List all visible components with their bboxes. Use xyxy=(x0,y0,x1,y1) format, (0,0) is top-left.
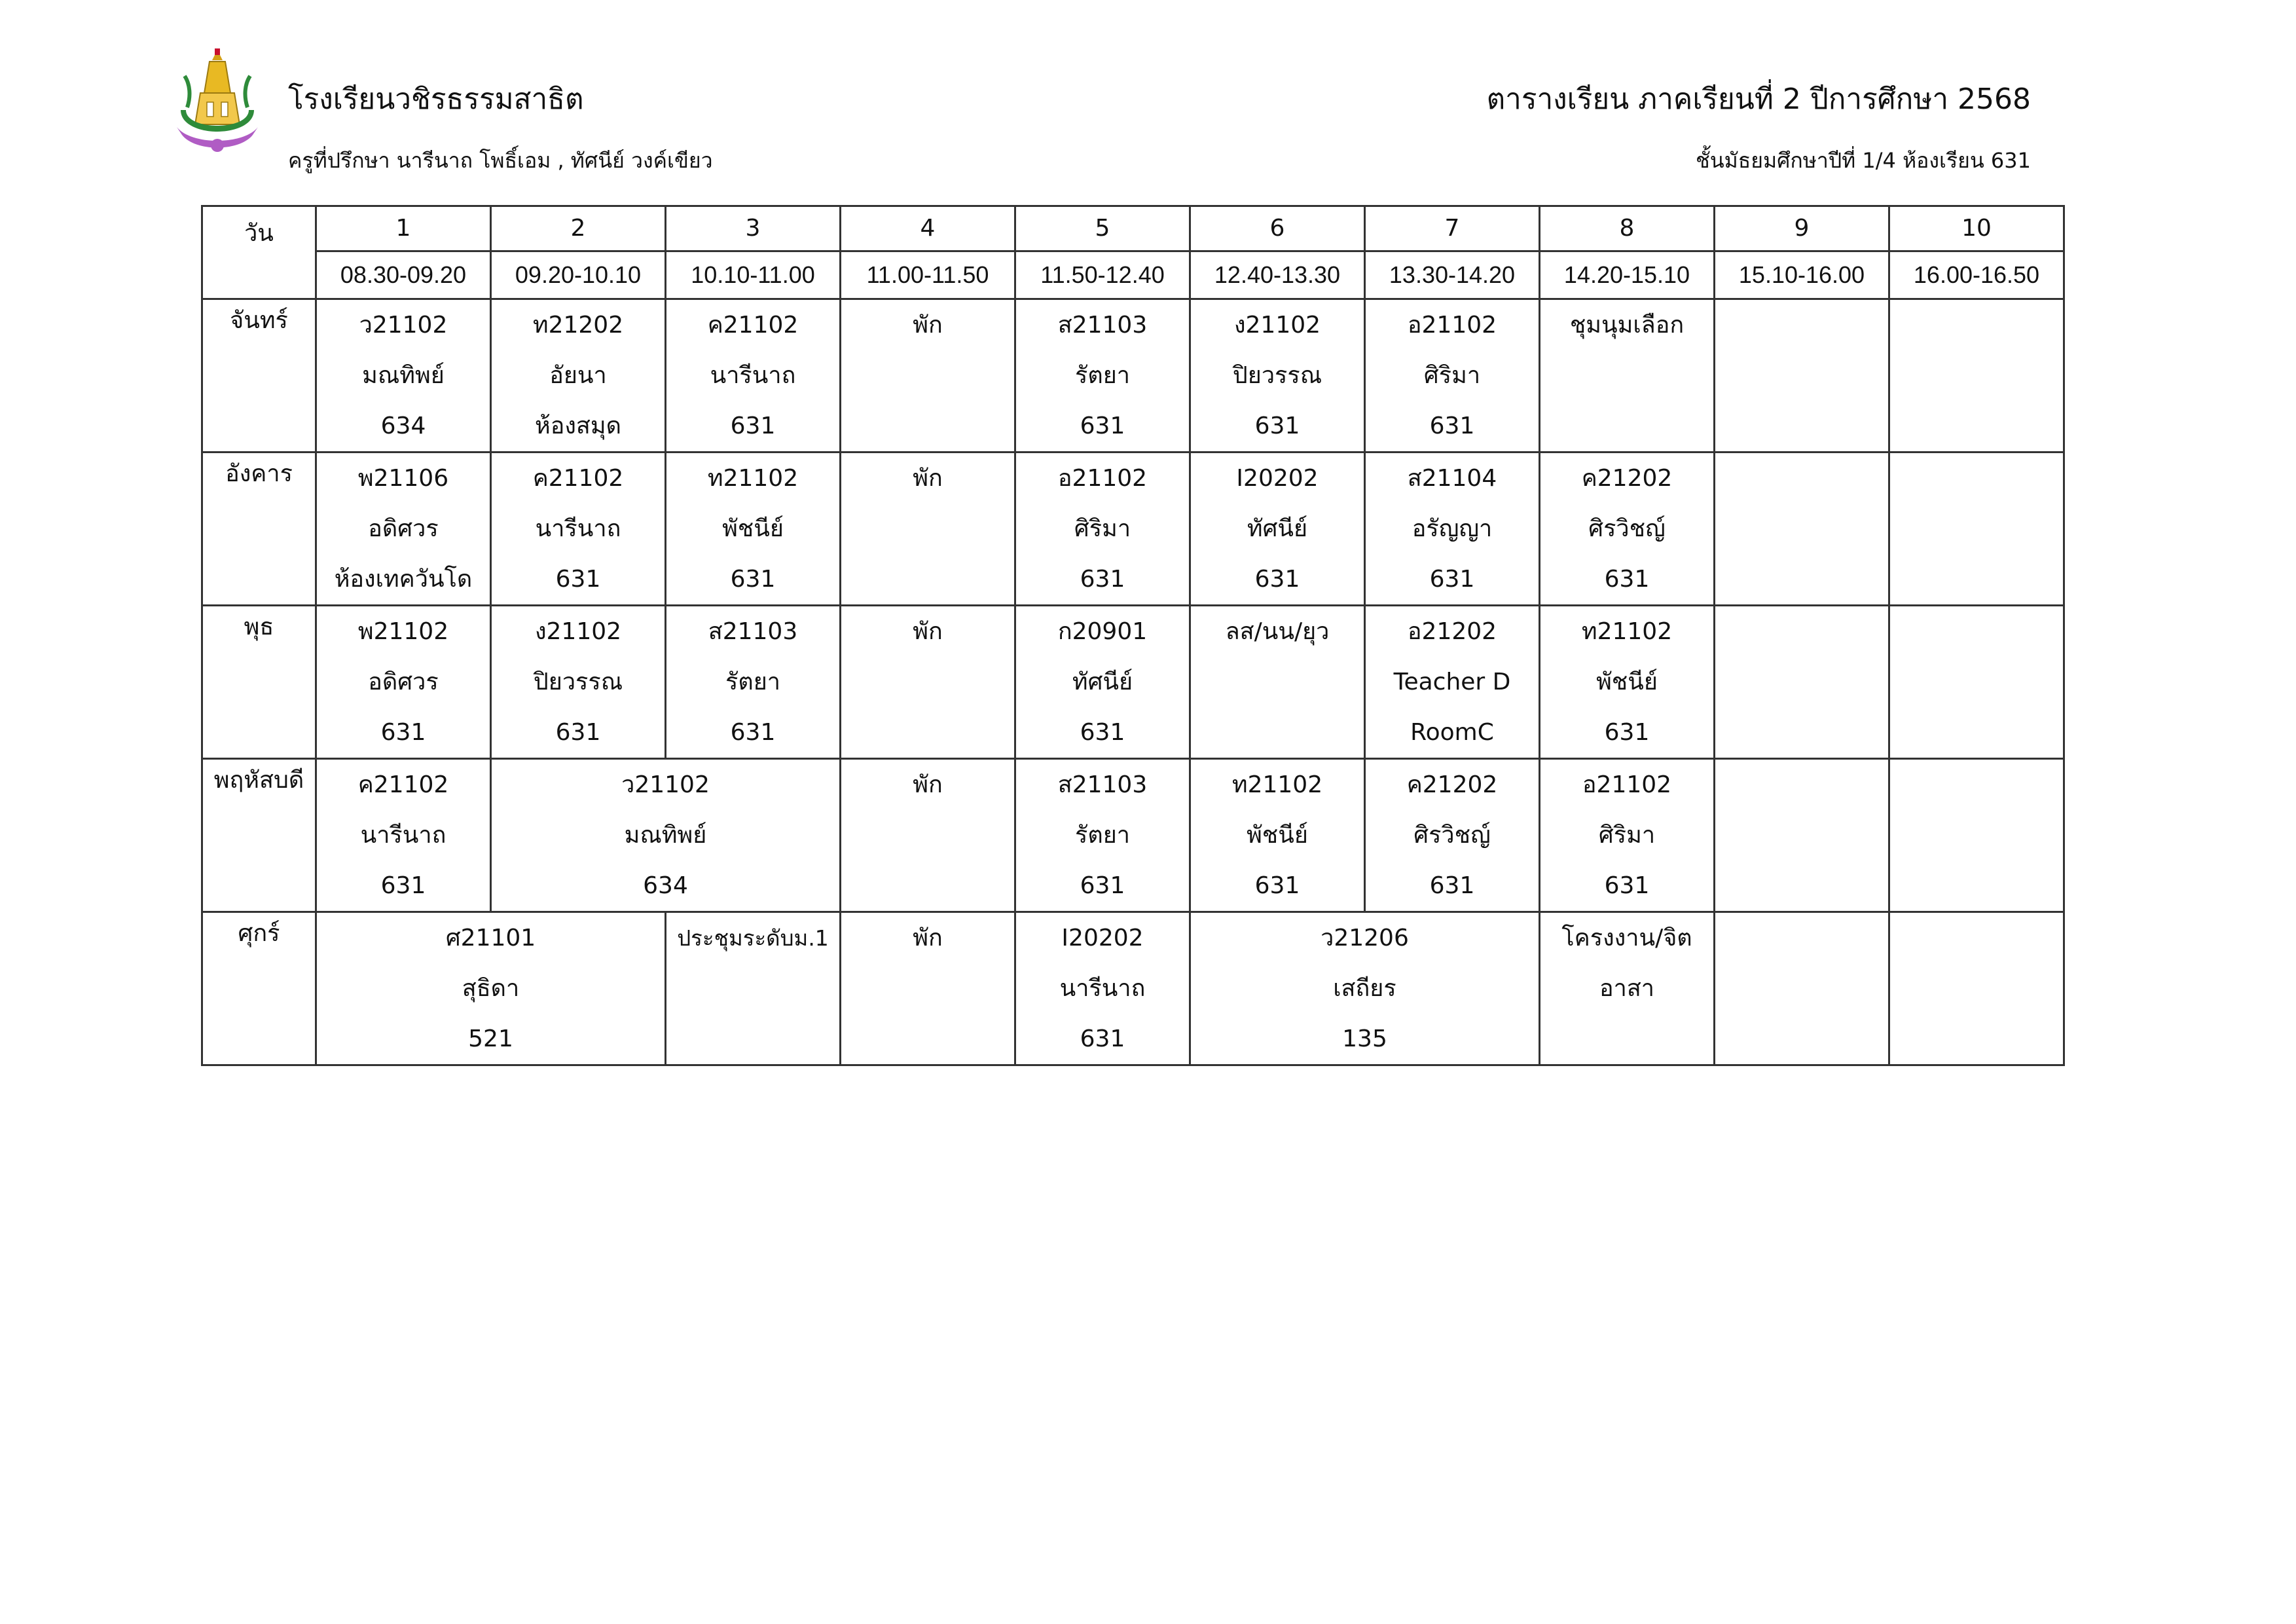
empty-cell xyxy=(1715,912,1889,1065)
subject-code: I20202 xyxy=(1061,925,1144,951)
empty-cell xyxy=(1889,759,2064,912)
room: 631 xyxy=(1429,566,1475,593)
subject-code: ค21202 xyxy=(1406,771,1498,798)
period-time: 12.40-13.30 xyxy=(1190,251,1365,299)
class-cell xyxy=(666,606,841,759)
class-cell xyxy=(1540,299,1715,452)
subject-code: ก20901 xyxy=(1057,618,1148,645)
room: 631 xyxy=(1604,719,1650,746)
class-cell xyxy=(1365,299,1540,452)
period-number: 2 xyxy=(491,206,666,251)
period-number: 7 xyxy=(1365,206,1540,251)
subject-code: พ21102 xyxy=(357,618,449,645)
subject-code: ค21102 xyxy=(707,312,799,339)
subject-code: ประชุมระดับม.1 xyxy=(677,925,829,951)
room: ห้องเทควันโด xyxy=(334,566,473,593)
class-cell xyxy=(1540,912,1715,1065)
subject-code: อ21102 xyxy=(1057,465,1148,492)
class-cell xyxy=(1015,606,1190,759)
room: 521 xyxy=(468,1025,513,1052)
class-cell xyxy=(1015,912,1190,1065)
period-time: 10.10-11.00 xyxy=(666,251,841,299)
room: 135 xyxy=(1342,1025,1387,1052)
teacher-name: สุธิดา xyxy=(462,975,520,1002)
teacher-name: ทัศนีย์ xyxy=(1247,515,1308,542)
empty-cell xyxy=(1889,912,2064,1065)
timetable-row-friday xyxy=(202,912,2064,1065)
timetable-row-thursday xyxy=(202,759,2064,912)
class-cell xyxy=(491,452,666,606)
day-label: ศุกร์ xyxy=(202,912,316,1065)
period-time: 11.50-12.40 xyxy=(1015,251,1190,299)
teacher-name: ศิรวิชญ์ xyxy=(1413,822,1491,849)
room: 631 xyxy=(1080,566,1125,593)
subject-code: I20202 xyxy=(1236,465,1319,492)
class-cell xyxy=(1190,759,1365,912)
teacher-name: อาสา xyxy=(1599,975,1655,1002)
break-cell: พัก xyxy=(841,299,1015,452)
teacher-name: ศิรวิชญ์ xyxy=(1588,515,1666,542)
subject-code: ท21102 xyxy=(1581,618,1673,645)
teacher-name: อดิศวร xyxy=(368,515,439,542)
teacher-name: อดิศวร xyxy=(368,669,439,695)
empty-cell xyxy=(1715,452,1889,606)
class-cell-double xyxy=(316,912,666,1065)
class-info: ชั้นมัธยมศึกษาปีที่ 1/4 ห้องเรียน 631 xyxy=(1696,148,2031,173)
period-time: 11.00-11.50 xyxy=(841,251,1015,299)
period-time: 15.10-16.00 xyxy=(1715,251,1889,299)
room: 631 xyxy=(555,566,601,593)
room: 631 xyxy=(555,719,601,746)
teacher-name: พัชนีย์ xyxy=(1247,822,1308,849)
class-cell xyxy=(316,299,491,452)
teacher-name: นารีนาถ xyxy=(360,822,446,849)
period-number: 4 xyxy=(841,206,1015,251)
room: 631 xyxy=(1080,719,1125,746)
period-time: 16.00-16.50 xyxy=(1889,251,2064,299)
room: RoomC xyxy=(1410,719,1494,746)
class-cell xyxy=(491,299,666,452)
empty-cell xyxy=(1715,299,1889,452)
break-cell: พัก xyxy=(841,452,1015,606)
class-cell xyxy=(1015,299,1190,452)
teacher-name: Teacher D xyxy=(1393,669,1511,695)
room: 631 xyxy=(1080,413,1125,439)
teacher-name: พัชนีย์ xyxy=(1596,669,1658,695)
room: 631 xyxy=(1254,413,1300,439)
teacher-name: รัตยา xyxy=(1074,362,1131,389)
class-cell xyxy=(1015,452,1190,606)
timetable-title: ตารางเรียน ภาคเรียนที่ 2 ปีการศึกษา 2568 xyxy=(1486,83,2031,116)
break-cell: พัก xyxy=(841,606,1015,759)
timetable-row-wednesday xyxy=(202,606,2064,759)
subject-code: พ21106 xyxy=(357,465,449,492)
class-cell xyxy=(666,299,841,452)
room: 631 xyxy=(730,719,776,746)
teacher-name: มณทิพย์ xyxy=(624,822,707,849)
class-cell xyxy=(1190,606,1365,759)
empty-cell xyxy=(1889,299,2064,452)
subject-code: ว21206 xyxy=(1321,925,1409,951)
room: 631 xyxy=(1429,413,1475,439)
class-cell xyxy=(666,912,841,1065)
break-cell: พัก xyxy=(841,912,1015,1065)
teacher-name: นารีนาถ xyxy=(1059,975,1146,1002)
empty-cell xyxy=(1889,606,2064,759)
teacher-name: พัชนีย์ xyxy=(722,515,784,542)
empty-cell xyxy=(1715,606,1889,759)
empty-cell xyxy=(1715,759,1889,912)
class-cell xyxy=(1190,299,1365,452)
subject-code: ชุมนุมเลือก xyxy=(1569,312,1685,339)
break-cell: พัก xyxy=(841,759,1015,912)
room: 631 xyxy=(1080,1025,1125,1052)
period-number: 9 xyxy=(1715,206,1889,251)
teacher-name: รัตยา xyxy=(725,669,781,695)
teacher-name: อัยนา xyxy=(549,362,607,389)
period-time-row xyxy=(202,251,2064,299)
subject-code: ค21102 xyxy=(532,465,624,492)
teacher-name: เสถียร xyxy=(1333,975,1396,1002)
period-time: 08.30-09.20 xyxy=(316,251,491,299)
day-label: พุธ xyxy=(202,606,316,759)
subject-code: โครงงาน/จิต xyxy=(1561,925,1692,951)
teacher-name: รัตยา xyxy=(1074,822,1131,849)
subject-code: ส21103 xyxy=(708,618,798,645)
subject-code: ค21102 xyxy=(357,771,449,798)
period-number: 3 xyxy=(666,206,841,251)
day-label: พฤหัสบดี xyxy=(202,759,316,912)
subject-code: ค21202 xyxy=(1581,465,1673,492)
room: 631 xyxy=(1429,872,1475,899)
day-label: อังคาร xyxy=(202,452,316,606)
school-crest-logo xyxy=(172,47,263,157)
room: 631 xyxy=(1604,566,1650,593)
subject-code: อ21202 xyxy=(1407,618,1497,645)
class-cell xyxy=(1190,452,1365,606)
advisor-teachers: ครูที่ปรึกษา นารีนาถ โพธิ์เอม , ทัศนีย์ วงค์เขียว xyxy=(288,148,713,173)
period-number: 1 xyxy=(316,206,491,251)
class-cell xyxy=(316,606,491,759)
class-cell-double xyxy=(1190,912,1540,1065)
subject-code: ศ21101 xyxy=(445,925,536,951)
period-time: 09.20-10.10 xyxy=(491,251,666,299)
class-cell xyxy=(1540,606,1715,759)
teacher-name: อรัญญา xyxy=(1412,515,1493,542)
teacher-name: นารีนาถ xyxy=(710,362,796,389)
day-label: จันทร์ xyxy=(202,299,316,452)
class-cell xyxy=(1540,452,1715,606)
teacher-name: นารีนาถ xyxy=(535,515,621,542)
period-time: 13.30-14.20 xyxy=(1365,251,1540,299)
room: 634 xyxy=(643,872,688,899)
class-cell xyxy=(666,452,841,606)
class-cell xyxy=(316,759,491,912)
subject-code: ท21202 xyxy=(532,312,624,339)
subject-code: ส21104 xyxy=(1407,465,1497,492)
teacher-name: ศิริมา xyxy=(1074,515,1131,542)
subject-code: ลส/นน/ยุว xyxy=(1225,618,1330,645)
room: 631 xyxy=(1080,872,1125,899)
period-number: 10 xyxy=(1889,206,2064,251)
empty-cell xyxy=(1889,452,2064,606)
class-cell xyxy=(491,606,666,759)
teacher-name: ปิยวรรณ xyxy=(533,669,623,695)
day-column-header: วัน xyxy=(202,206,316,299)
room: 631 xyxy=(730,413,776,439)
teacher-name: ศิริมา xyxy=(1598,822,1656,849)
class-cell xyxy=(1365,759,1540,912)
class-cell xyxy=(1365,452,1540,606)
class-cell xyxy=(316,452,491,606)
teacher-name: มณทิพย์ xyxy=(362,362,445,389)
room: 631 xyxy=(380,872,426,899)
period-number: 8 xyxy=(1540,206,1715,251)
subject-code: ท21102 xyxy=(1231,771,1323,798)
timetable-row-tuesday xyxy=(202,452,2064,606)
teacher-name: ปิยวรรณ xyxy=(1232,362,1322,389)
teacher-name: ทัศนีย์ xyxy=(1072,669,1133,695)
teacher-name: ศิริมา xyxy=(1423,362,1481,389)
timetable-row-monday xyxy=(202,299,2064,452)
class-cell xyxy=(1365,606,1540,759)
school-name: โรงเรียนวชิรธรรมสาธิต xyxy=(288,83,584,116)
class-cell xyxy=(1015,759,1190,912)
subject-code: อ21102 xyxy=(1582,771,1672,798)
subject-code: ส21103 xyxy=(1057,771,1148,798)
period-number: 5 xyxy=(1015,206,1190,251)
subject-code: ว21102 xyxy=(359,312,448,339)
subject-code: ง21102 xyxy=(534,618,622,645)
class-cell xyxy=(1540,759,1715,912)
period-number-row xyxy=(202,206,2064,251)
subject-code: ท21102 xyxy=(707,465,799,492)
class-timetable xyxy=(201,205,2065,1066)
class-cell-double xyxy=(491,759,841,912)
subject-code: ว21102 xyxy=(621,771,710,798)
subject-code: ง21102 xyxy=(1233,312,1321,339)
period-time: 14.20-15.10 xyxy=(1540,251,1715,299)
room: 631 xyxy=(380,719,426,746)
room: 631 xyxy=(1604,872,1650,899)
room: 634 xyxy=(380,413,426,439)
room: 631 xyxy=(1254,872,1300,899)
subject-code: อ21102 xyxy=(1407,312,1497,339)
room: 631 xyxy=(730,566,776,593)
subject-code: ส21103 xyxy=(1057,312,1148,339)
period-number: 6 xyxy=(1190,206,1365,251)
room: 631 xyxy=(1254,566,1300,593)
room: ห้องสมุด xyxy=(534,413,621,439)
